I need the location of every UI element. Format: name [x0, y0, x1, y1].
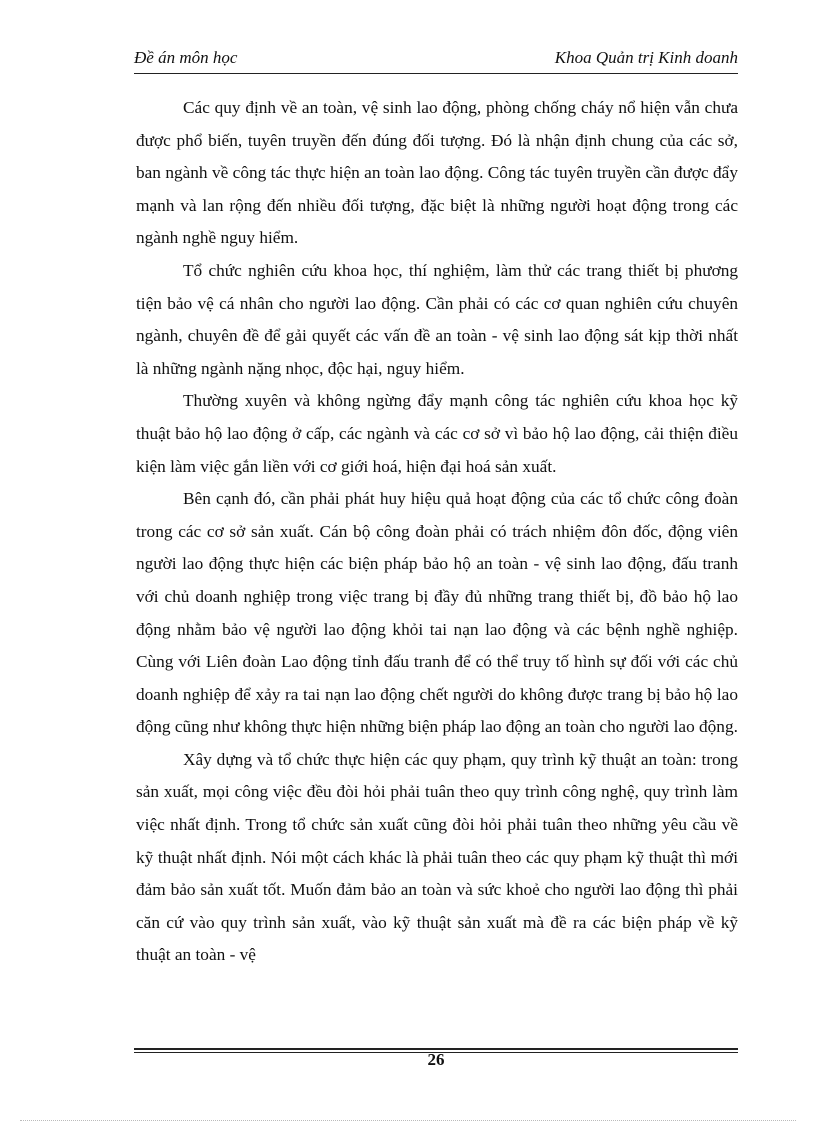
header-faculty: Khoa Quản trị Kinh doanh — [554, 48, 738, 67]
header-course-title: Đề án môn học — [134, 48, 238, 67]
page-number: 26 — [427, 1050, 445, 1069]
paragraph: Xây dựng và tổ chức thực hiện các quy phạm, quy trình kỹ thuật an toàn: trong sản xuất, mọi công việc đều đòi hỏi phải tuân theo quy trình công nghệ, quy trình làm việc nhất định. Trong tổ chức sản xuất cũng đòi hỏi phải tuân theo những yêu cầu về kỹ thuật nhất định. Nói một cách khác là phải tuân theo các quy phạm kỹ thuật thì mới đảm bảo sản xuất tốt. Muốn đảm bảo an toàn và sức khoẻ cho người lao động thì phải căn cứ vào quy trình sản xuất, vào kỹ thuật sản xuất mà đề ra các biện pháp về kỹ thuật an toàn - vệ — [136, 749, 738, 965]
page-header — [134, 48, 738, 72]
body-text — [136, 92, 738, 972]
page-break-line — [20, 1120, 796, 1121]
paragraph: Các quy định về an toàn, vệ sinh lao động, phòng chống cháy nổ hiện vẫn chưa được phổ biến, tuyên truyền đến đúng đối tượng. Đó là nhận định chung của các sở, ban ngành về công tác thực hiện an toàn lao động. Công tác tuyên truyền cần được đẩy mạnh và lan rộng đến nhiều đối tượng, đặc biệt là những người hoạt động trong các ngành nghề nguy hiểm. — [136, 98, 738, 248]
paragraph: Thường xuyên và không ngừng đẩy mạnh công tác nghiên cứu khoa học kỹ thuật bảo hộ lao động ở cấp, các ngành và các cơ sở vì bảo hộ lao động, cải thiện điều kiện làm việc gắn liền với cơ giới hoá, hiện đại hoá sản xuất. — [136, 391, 738, 476]
header-divider — [134, 73, 738, 74]
paragraph: Bên cạnh đó, cần phải phát huy hiệu quả hoạt động của các tổ chức công đoàn trong các cơ sở sản xuất. Cán bộ công đoàn phải có trách nhiệm đôn đốc, động viên người lao động thực hiện các biện pháp bảo hộ an toàn - vệ sinh lao động, đấu tranh với chủ doanh nghiệp trong việc trang bị đầy đủ những trang thiết bị, đồ bảo hộ lao động nhằm bảo vệ người lao động khỏi tai nạn lao động và các bệnh nghề nghiệp. Cùng với Liên đoàn Lao động tỉnh đấu tranh để có thể truy tố hình sự đối với các chủ doanh nghiệp để xảy ra tai nạn lao động chết người do không được trang bị bảo hộ lao động cũng như không thực hiện những biện pháp lao động an toàn cho người lao động. — [136, 489, 738, 737]
paragraph: Tổ chức nghiên cứu khoa học, thí nghiệm, làm thử các trang thiết bị phương tiện bảo vệ cá nhân cho người lao động. Cần phải có các cơ quan nghiên cứu chuyên ngành, chuyên đề để gải quyết các vấn đề an toàn - vệ sinh lao động sát kịp thời nhất là những ngành nặng nhọc, độc hại, nguy hiểm. — [136, 260, 738, 378]
